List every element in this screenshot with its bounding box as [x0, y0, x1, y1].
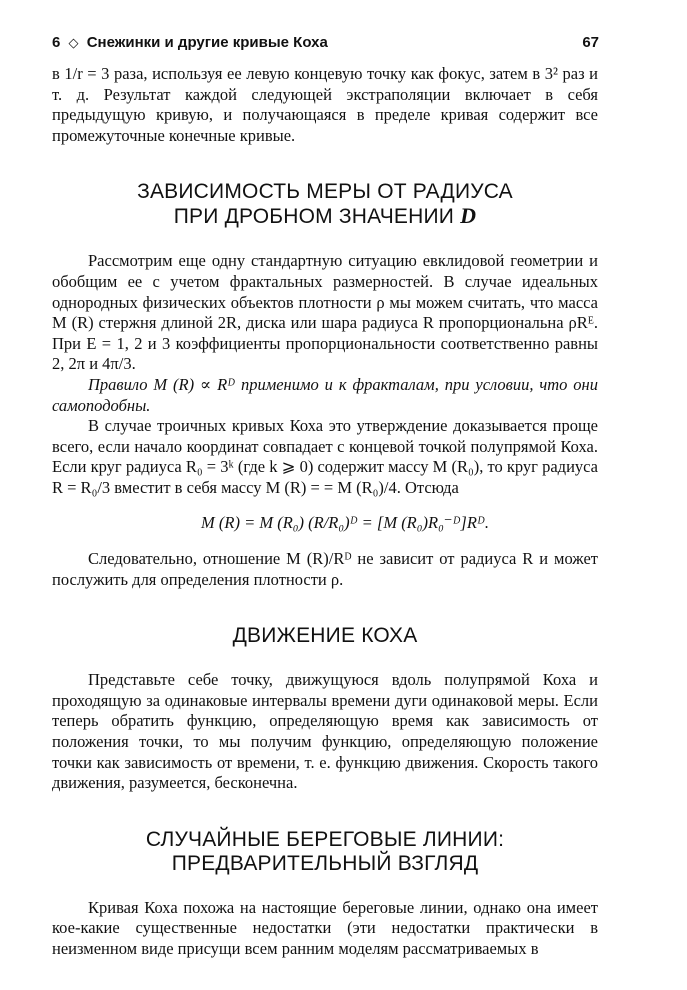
paragraph-euclidean: Рассмотрим еще одну стандартную ситуацию евклидовой геометрии и обобщим ее с учетом фрактальных размерностей. В случае идеальных однородных физических объектов плотности ρ мы можем считать, что масса M (R) стержня длиной 2R, диска или шара радиуса R пропорциональна ρRᴱ. При E = 1, 2 и 3 коэффициенты пропорциональности соответственно равны 2, 2π и 4π/3.	[52, 251, 598, 374]
paragraph-motion: Представьте себе точку, движущуюся вдоль полупрямой Коха и проходящую за одинаковые интервалы времени дуги одинаковой меры. Если теперь обратить функцию, определяющую время как зависимость от положения точки, то мы получим функцию, определяющую положение точки как зависимость от времени, т. е. функцию движения. Скорость такого движения, разумеется, бесконечна.	[52, 670, 598, 793]
page-body	[52, 64, 598, 960]
page-number: 67	[582, 34, 599, 51]
paragraph-rule: Правило M (R) ∝ Rᴰ применимо и к фракталам, при условии, что они самоподобны.	[52, 374, 598, 415]
diamond-separator-icon: ◇	[68, 35, 79, 50]
paragraph-density: Следовательно, отношение M (R)/Rᴰ не зависит от радиуса R и может послужить для определения плотности ρ.	[52, 549, 598, 589]
running-header	[52, 34, 599, 51]
chapter-title: Снежинки и другие кривые Коха	[86, 34, 328, 51]
formula-mass-radius: M (R) = M (R₀) (R/R₀)ᴰ = [M (R₀)R₀⁻ᴰ]Rᴰ.	[201, 512, 489, 532]
section-title-line2: ПРЕДВАРИТЕЛЬНЫЙ ВЗГЛЯД	[171, 851, 479, 875]
intro-paragraph: в 1/r = 3 раза, используя ее левую концевую точку как фокус, затем в 3² раз и т. д. Результат каждой следующей экстраполяции включает в себя предыдущую кривую, и получающаяся в пределе кривая содержит все промежуточные конечные кривые.	[52, 64, 598, 145]
section-title-line1: СЛУЧАЙНЫЕ БЕРЕГОВЫЕ ЛИНИИ:	[145, 827, 505, 851]
section-title-koch-motion: ДВИЖЕНИЕ КОХА	[232, 624, 418, 648]
paragraph-koch-proof: В случае троичных кривых Коха это утверждение доказывается проще всего, если начало координат совпадает с концевой точкой полупрямой Коха. Если круг радиуса R₀ = 3ᵏ (где k ⩾ 0) содержит массу M (R₀), то круг радиуса R = R₀/3 вместит в себя массу M (R) = = M (R₀)/4. Отсюда	[52, 416, 598, 497]
section-title-measure-radius	[52, 180, 598, 229]
chapter-heading	[52, 34, 328, 51]
chapter-number: 6	[52, 34, 61, 51]
section-title-variable: D	[460, 203, 477, 229]
paragraph-coastlines: Кривая Коха похожа на настоящие береговые линии, однако она имеет кое-какие существенные недостатки (эти недостатки практически в неизменном виде присущи всем ранним моделям рассматриваемых в	[52, 897, 598, 959]
section-title-coastlines	[52, 828, 598, 876]
section-title-line1: ЗАВИСИМОСТЬ МЕРЫ ОТ РАДИУСА	[137, 180, 513, 204]
section-title-line2: ПРИ ДРОБНОМ ЗНАЧЕНИИ	[173, 205, 455, 229]
